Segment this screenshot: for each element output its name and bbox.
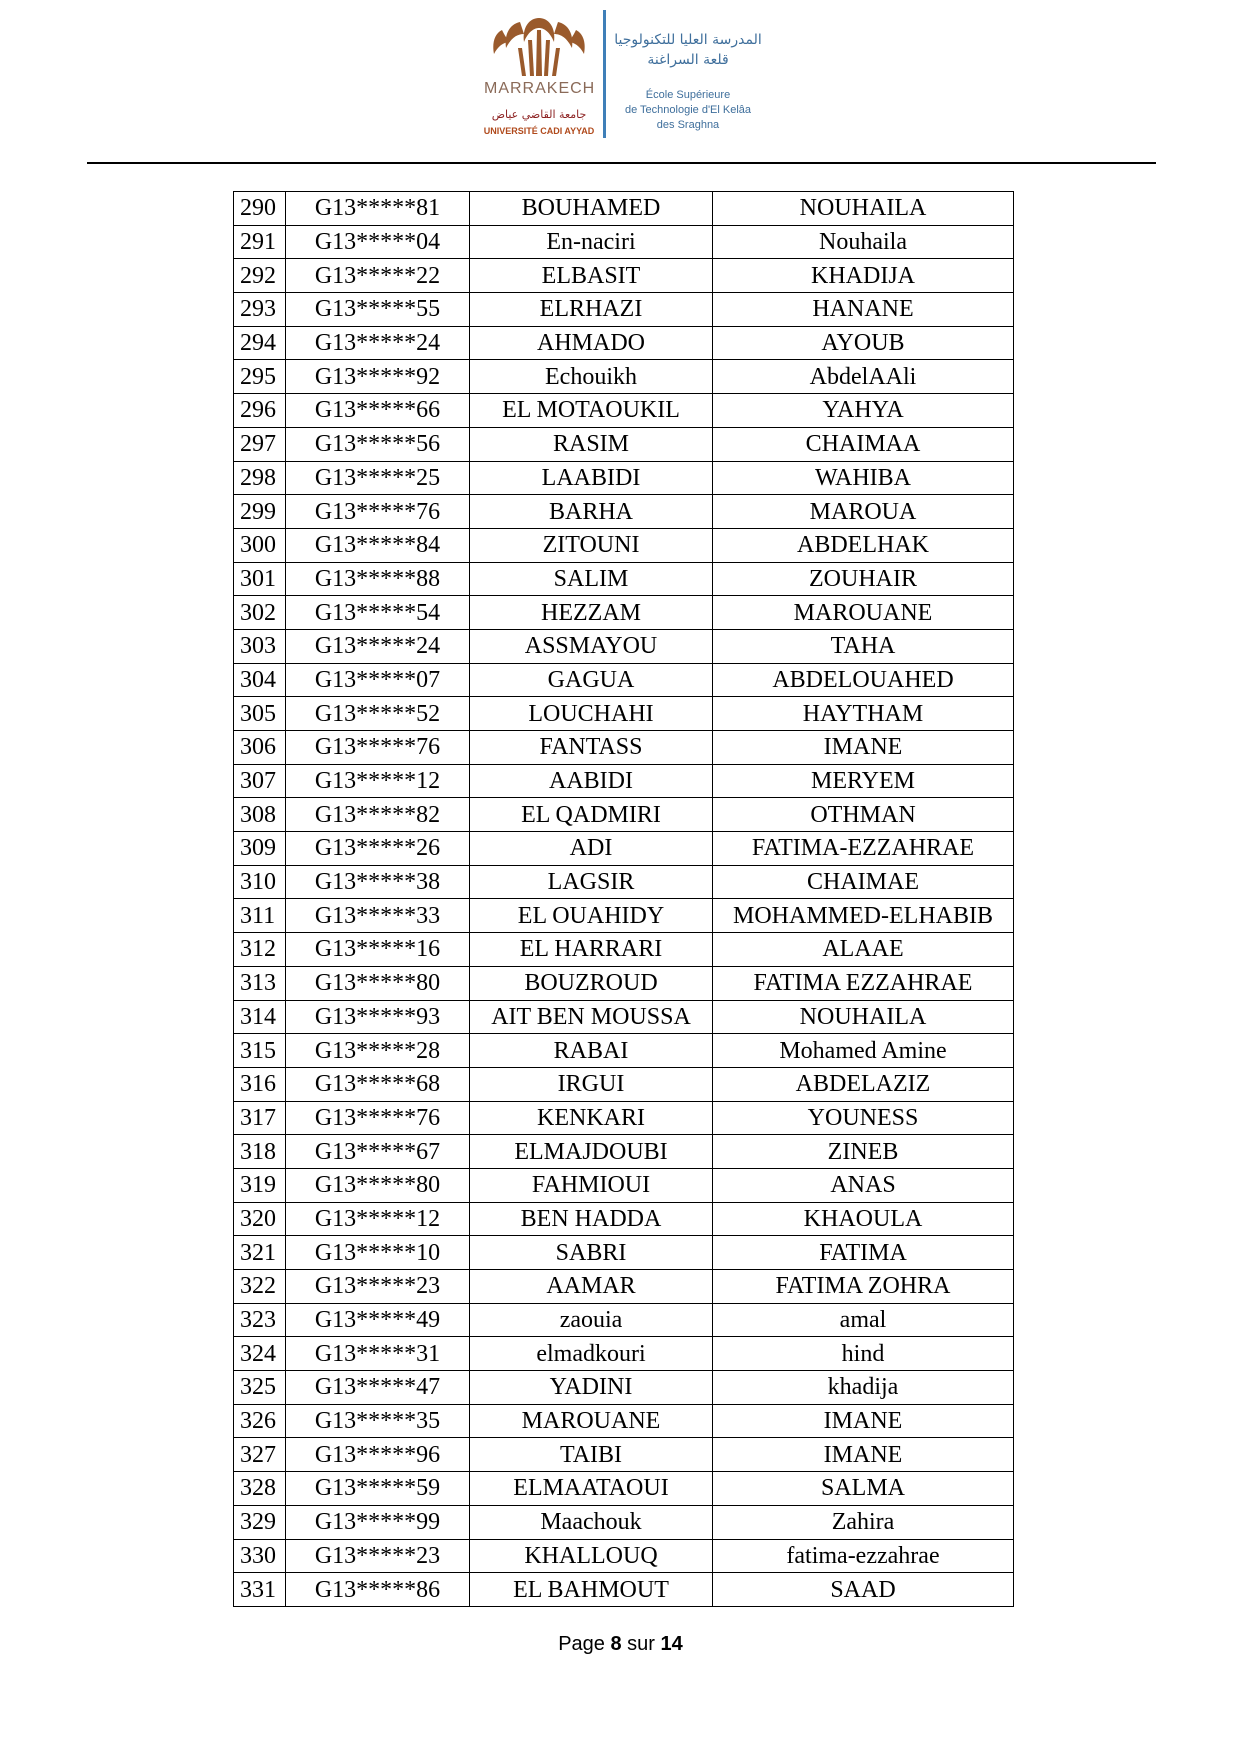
- table-row: [234, 832, 1014, 866]
- last-name: EL MOTAOUKIL: [470, 394, 713, 428]
- first-name: AbdelAAli: [713, 360, 1014, 394]
- page-prefix: Page: [558, 1633, 605, 1655]
- table-row: [234, 427, 1014, 461]
- last-name: EL HARRARI: [470, 933, 713, 967]
- student-code: G13*****96: [286, 1438, 470, 1472]
- last-name: ELMAATAOUI: [470, 1472, 713, 1506]
- row-number: 295: [234, 360, 286, 394]
- student-code: G13*****12: [286, 1202, 470, 1236]
- last-name: KENKARI: [470, 1101, 713, 1135]
- logo-city-name: MARRAKECH: [484, 80, 596, 97]
- student-code: G13*****07: [286, 663, 470, 697]
- row-number: 314: [234, 1000, 286, 1034]
- row-number: 300: [234, 528, 286, 562]
- row-number: 315: [234, 1034, 286, 1068]
- table-row: [234, 1034, 1014, 1068]
- student-code: G13*****67: [286, 1135, 470, 1169]
- first-name: hind: [713, 1337, 1014, 1371]
- table-row: [234, 528, 1014, 562]
- row-number: 293: [234, 293, 286, 327]
- last-name: LAABIDI: [470, 461, 713, 495]
- row-number: 327: [234, 1438, 286, 1472]
- row-number: 294: [234, 326, 286, 360]
- table-row: [234, 966, 1014, 1000]
- last-name: ELMAJDOUBI: [470, 1135, 713, 1169]
- last-name: FANTASS: [470, 731, 713, 765]
- student-list-table: [233, 191, 1014, 1607]
- last-name: LOUCHAHI: [470, 697, 713, 731]
- table-row: [234, 461, 1014, 495]
- table-row: [234, 326, 1014, 360]
- first-name: IMANE: [713, 1404, 1014, 1438]
- row-number: 331: [234, 1573, 286, 1607]
- row-number: 304: [234, 663, 286, 697]
- row-number: 291: [234, 225, 286, 259]
- table-row: [234, 1270, 1014, 1304]
- university-logo-icon: [484, 10, 594, 80]
- student-code: G13*****10: [286, 1236, 470, 1270]
- last-name: MAROUANE: [470, 1404, 713, 1438]
- row-number: 319: [234, 1168, 286, 1202]
- table-row: [234, 1101, 1014, 1135]
- table-row: [234, 1303, 1014, 1337]
- student-code: G13*****22: [286, 259, 470, 293]
- row-number: 307: [234, 764, 286, 798]
- row-number: 305: [234, 697, 286, 731]
- student-code: G13*****16: [286, 933, 470, 967]
- student-code: G13*****55: [286, 293, 470, 327]
- first-name: YOUNESS: [713, 1101, 1014, 1135]
- last-name: TAIBI: [470, 1438, 713, 1472]
- first-name: ABDELAZIZ: [713, 1067, 1014, 1101]
- first-name: FATIMA EZZAHRAE: [713, 966, 1014, 1000]
- row-number: 330: [234, 1539, 286, 1573]
- row-number: 296: [234, 394, 286, 428]
- table-row: [234, 865, 1014, 899]
- last-name: ELBASIT: [470, 259, 713, 293]
- student-code: G13*****31: [286, 1337, 470, 1371]
- row-number: 310: [234, 865, 286, 899]
- table-row: [234, 1438, 1014, 1472]
- table-row: [234, 1202, 1014, 1236]
- table-row: [234, 899, 1014, 933]
- first-name: ZINEB: [713, 1135, 1014, 1169]
- first-name: khadija: [713, 1371, 1014, 1405]
- last-name: FAHMIOUI: [470, 1168, 713, 1202]
- last-name: En-naciri: [470, 225, 713, 259]
- student-code: G13*****28: [286, 1034, 470, 1068]
- row-number: 311: [234, 899, 286, 933]
- student-code: G13*****84: [286, 528, 470, 562]
- last-name: KHALLOUQ: [470, 1539, 713, 1573]
- last-name: ADI: [470, 832, 713, 866]
- first-name: NOUHAILA: [713, 192, 1014, 226]
- last-name: ASSMAYOU: [470, 629, 713, 663]
- row-number: 320: [234, 1202, 286, 1236]
- table-row: [234, 1472, 1014, 1506]
- student-code: G13*****93: [286, 1000, 470, 1034]
- table-row: [234, 1337, 1014, 1371]
- table-row: [234, 562, 1014, 596]
- table-row: [234, 259, 1014, 293]
- last-name: RASIM: [470, 427, 713, 461]
- last-name: RABAI: [470, 1034, 713, 1068]
- row-number: 323: [234, 1303, 286, 1337]
- row-number: 317: [234, 1101, 286, 1135]
- table-row: [234, 293, 1014, 327]
- row-number: 306: [234, 731, 286, 765]
- student-code: G13*****54: [286, 596, 470, 630]
- table-row: [234, 1135, 1014, 1169]
- row-number: 328: [234, 1472, 286, 1506]
- student-code: G13*****86: [286, 1573, 470, 1607]
- first-name: CHAIMAE: [713, 865, 1014, 899]
- first-name: MAROUANE: [713, 596, 1014, 630]
- first-name: MOHAMMED-ELHABIB: [713, 899, 1014, 933]
- first-name: AYOUB: [713, 326, 1014, 360]
- last-name: ZITOUNI: [470, 528, 713, 562]
- first-name: HAYTHAM: [713, 697, 1014, 731]
- table-row: [234, 1168, 1014, 1202]
- table-row: [234, 1539, 1014, 1573]
- school-name-french-line3: des Sraghna: [656, 119, 720, 131]
- logo-university-arabic: جامعة القاضي عياض: [491, 108, 587, 121]
- student-code: G13*****04: [286, 225, 470, 259]
- last-name: AABIDI: [470, 764, 713, 798]
- table-row: [234, 933, 1014, 967]
- row-number: 292: [234, 259, 286, 293]
- table-row: [234, 225, 1014, 259]
- table-row: [234, 1236, 1014, 1270]
- row-number: 298: [234, 461, 286, 495]
- page-separator: sur: [627, 1633, 655, 1655]
- first-name: KHADIJA: [713, 259, 1014, 293]
- last-name: LAGSIR: [470, 865, 713, 899]
- first-name: CHAIMAA: [713, 427, 1014, 461]
- last-name: HEZZAM: [470, 596, 713, 630]
- row-number: 321: [234, 1236, 286, 1270]
- student-code: G13*****76: [286, 731, 470, 765]
- header-rule: [87, 162, 1156, 164]
- table-row: [234, 1573, 1014, 1607]
- student-code: G13*****76: [286, 1101, 470, 1135]
- first-name: WAHIBA: [713, 461, 1014, 495]
- table-row: [234, 495, 1014, 529]
- table-row: [234, 1505, 1014, 1539]
- last-name: EL OUAHIDY: [470, 899, 713, 933]
- school-name-french-line1: École Supérieure: [645, 89, 731, 101]
- row-number: 309: [234, 832, 286, 866]
- table-row: [234, 798, 1014, 832]
- last-name: BEN HADDA: [470, 1202, 713, 1236]
- student-code: G13*****59: [286, 1472, 470, 1506]
- first-name: Zahira: [713, 1505, 1014, 1539]
- page-header: [0, 0, 1241, 165]
- student-code: G13*****12: [286, 764, 470, 798]
- row-number: 299: [234, 495, 286, 529]
- row-number: 303: [234, 629, 286, 663]
- last-name: EL BAHMOUT: [470, 1573, 713, 1607]
- row-number: 326: [234, 1404, 286, 1438]
- table-row: [234, 1371, 1014, 1405]
- table-row: [234, 192, 1014, 226]
- row-number: 302: [234, 596, 286, 630]
- student-code: G13*****99: [286, 1505, 470, 1539]
- table-row: [234, 360, 1014, 394]
- first-name: NOUHAILA: [713, 1000, 1014, 1034]
- table-row: [234, 1067, 1014, 1101]
- student-code: G13*****35: [286, 1404, 470, 1438]
- table-row: [234, 629, 1014, 663]
- last-name: AHMADO: [470, 326, 713, 360]
- first-name: ALAAE: [713, 933, 1014, 967]
- row-number: 329: [234, 1505, 286, 1539]
- last-name: zaouia: [470, 1303, 713, 1337]
- student-code: G13*****24: [286, 629, 470, 663]
- student-code: G13*****82: [286, 798, 470, 832]
- first-name: FATIMA ZOHRA: [713, 1270, 1014, 1304]
- student-list-body: [234, 192, 1014, 1607]
- last-name: BOUZROUD: [470, 966, 713, 1000]
- table-row: [234, 697, 1014, 731]
- first-name: IMANE: [713, 731, 1014, 765]
- last-name: AIT BEN MOUSSA: [470, 1000, 713, 1034]
- last-name: YADINI: [470, 1371, 713, 1405]
- school-name-french: [606, 88, 770, 133]
- student-code: G13*****66: [286, 394, 470, 428]
- row-number: 308: [234, 798, 286, 832]
- first-name: MAROUA: [713, 495, 1014, 529]
- first-name: Mohamed Amine: [713, 1034, 1014, 1068]
- first-name: Nouhaila: [713, 225, 1014, 259]
- last-name: GAGUA: [470, 663, 713, 697]
- student-code: G13*****80: [286, 966, 470, 1000]
- last-name: EL QADMIRI: [470, 798, 713, 832]
- student-code: G13*****68: [286, 1067, 470, 1101]
- student-code: G13*****33: [286, 899, 470, 933]
- first-name: MERYEM: [713, 764, 1014, 798]
- first-name: IMANE: [713, 1438, 1014, 1472]
- student-code: G13*****47: [286, 1371, 470, 1405]
- student-code: G13*****76: [286, 495, 470, 529]
- first-name: TAHA: [713, 629, 1014, 663]
- table-row: [234, 596, 1014, 630]
- last-name: BOUHAMED: [470, 192, 713, 226]
- row-number: 297: [234, 427, 286, 461]
- last-name: SALIM: [470, 562, 713, 596]
- student-code: G13*****26: [286, 832, 470, 866]
- first-name: KHAOULA: [713, 1202, 1014, 1236]
- student-code: G13*****25: [286, 461, 470, 495]
- last-name: Maachouk: [470, 1505, 713, 1539]
- student-code: G13*****24: [286, 326, 470, 360]
- school-name-arabic-line2: قلعة السراغنة: [647, 52, 729, 68]
- student-code: G13*****81: [286, 192, 470, 226]
- last-name: IRGUI: [470, 1067, 713, 1101]
- table-row: [234, 764, 1014, 798]
- first-name: SALMA: [713, 1472, 1014, 1506]
- first-name: fatima-ezzahrae: [713, 1539, 1014, 1573]
- first-name: FATIMA: [713, 1236, 1014, 1270]
- first-name: OTHMAN: [713, 798, 1014, 832]
- page-footer: [0, 1633, 1241, 1656]
- first-name: amal: [713, 1303, 1014, 1337]
- first-name: ANAS: [713, 1168, 1014, 1202]
- student-code: G13*****56: [286, 427, 470, 461]
- table-row: [234, 731, 1014, 765]
- first-name: ZOUHAIR: [713, 562, 1014, 596]
- row-number: 316: [234, 1067, 286, 1101]
- table-row: [234, 663, 1014, 697]
- student-code: G13*****49: [286, 1303, 470, 1337]
- first-name: ABDELHAK: [713, 528, 1014, 562]
- first-name: SAAD: [713, 1573, 1014, 1607]
- student-code: G13*****52: [286, 697, 470, 731]
- row-number: 301: [234, 562, 286, 596]
- first-name: HANANE: [713, 293, 1014, 327]
- logo-university-french: UNIVERSITÉ CADI AYYAD: [483, 126, 595, 136]
- row-number: 322: [234, 1270, 286, 1304]
- row-number: 318: [234, 1135, 286, 1169]
- page-current: 8: [610, 1633, 622, 1655]
- row-number: 325: [234, 1371, 286, 1405]
- last-name: BARHA: [470, 495, 713, 529]
- table-row: [234, 394, 1014, 428]
- page-total: 14: [660, 1633, 683, 1655]
- last-name: SABRI: [470, 1236, 713, 1270]
- student-code: G13*****23: [286, 1539, 470, 1573]
- school-name-arabic-line1: المدرسة العليا للتكنولوجيا: [614, 32, 762, 48]
- first-name: ABDELOUAHED: [713, 663, 1014, 697]
- student-code: G13*****23: [286, 1270, 470, 1304]
- row-number: 324: [234, 1337, 286, 1371]
- student-code: G13*****80: [286, 1168, 470, 1202]
- first-name: YAHYA: [713, 394, 1014, 428]
- first-name: FATIMA-EZZAHRAE: [713, 832, 1014, 866]
- school-name-french-line2: de Technologie d'El Kelâa: [624, 104, 752, 116]
- row-number: 290: [234, 192, 286, 226]
- last-name: AAMAR: [470, 1270, 713, 1304]
- last-name: ELRHAZI: [470, 293, 713, 327]
- last-name: elmadkouri: [470, 1337, 713, 1371]
- last-name: Echouikh: [470, 360, 713, 394]
- student-code: G13*****92: [286, 360, 470, 394]
- student-code: G13*****88: [286, 562, 470, 596]
- student-code: G13*****38: [286, 865, 470, 899]
- row-number: 312: [234, 933, 286, 967]
- row-number: 313: [234, 966, 286, 1000]
- table-row: [234, 1404, 1014, 1438]
- table-row: [234, 1000, 1014, 1034]
